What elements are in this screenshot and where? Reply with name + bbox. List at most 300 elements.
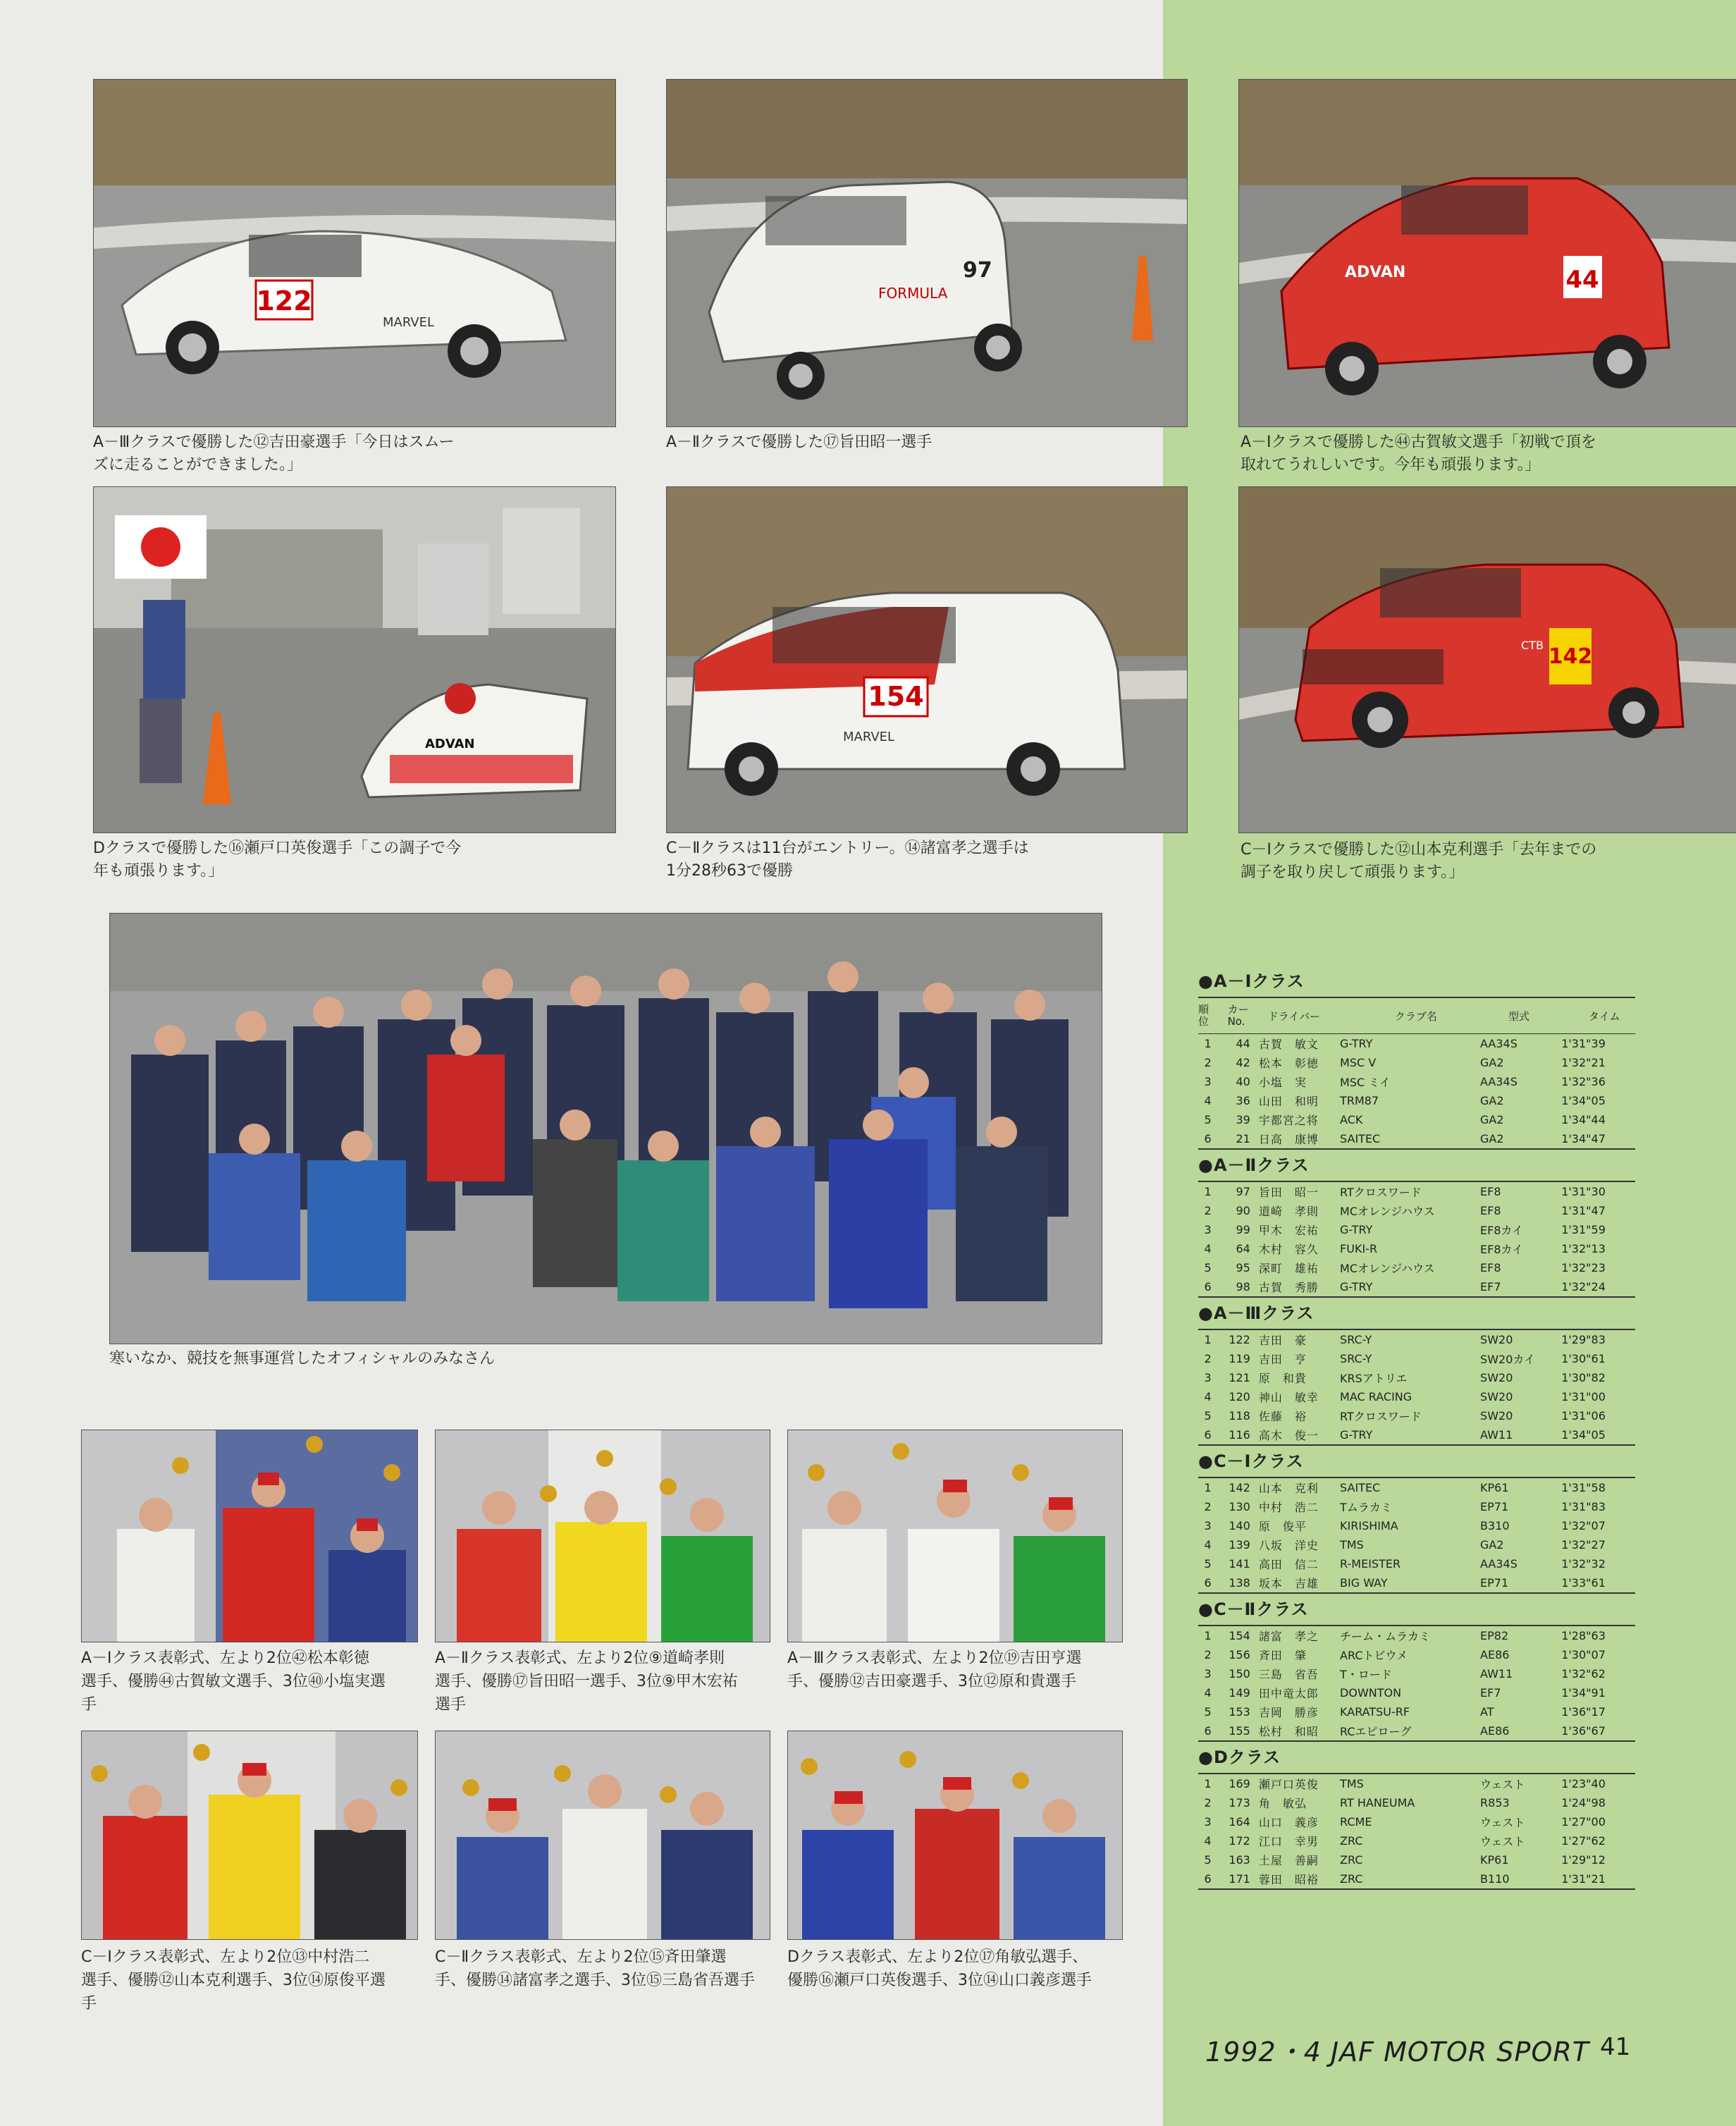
rank-cell: 6: [1198, 1573, 1217, 1593]
club-cell: RCME: [1340, 1815, 1372, 1829]
photo-c1-winner: [1238, 486, 1736, 833]
rank-cell: 3: [1204, 1075, 1212, 1088]
rank-cell: 1: [1204, 1333, 1212, 1346]
photo-a1-winner: [1238, 79, 1736, 427]
club-cell: G-TRY: [1340, 1277, 1480, 1297]
header-driver: [1261, 1009, 1388, 1024]
club-cell: DOWNTON: [1340, 1686, 1402, 1700]
table-row: [1198, 1277, 1635, 1297]
time-cell: 1'31"06: [1561, 1409, 1606, 1423]
table-row: [1198, 1072, 1635, 1091]
time-cell: 1'34"44: [1561, 1113, 1606, 1126]
car-no-cell: 141: [1229, 1557, 1250, 1571]
club-cell: TMS: [1340, 1538, 1364, 1552]
car-number-text: 154: [868, 681, 924, 712]
table-row: [1198, 1201, 1635, 1220]
driver-cell: 蓉田 昭裕: [1259, 1869, 1340, 1889]
driver-cell: 松本 彰徳: [1258, 1057, 1319, 1070]
results-table: [1198, 1477, 1635, 1594]
sponsor-text: FORMULA: [878, 285, 948, 302]
car-no-cell: 64: [1236, 1242, 1250, 1255]
model-cell: SW20カイ: [1480, 1353, 1535, 1366]
rank-cell: 4: [1204, 1686, 1212, 1700]
car-no-cell: 118: [1229, 1409, 1250, 1423]
time-cell: 1'32"13: [1561, 1242, 1606, 1255]
model-cell: GA2: [1480, 1056, 1504, 1069]
results-table: [1198, 1329, 1635, 1446]
time-cell: 1'31"00: [1561, 1390, 1606, 1403]
car-no-cell: 164: [1229, 1815, 1250, 1829]
time-cell: 1'23"40: [1561, 1777, 1606, 1790]
driver-cell: 古賀 敏文: [1258, 1038, 1319, 1051]
club-cell: MCオレンジハウス: [1340, 1262, 1435, 1275]
club-cell: SAITEC: [1340, 1129, 1480, 1149]
rank-cell: 2: [1204, 1648, 1212, 1661]
table-row: [1198, 1683, 1635, 1702]
car-no-cell: 42: [1236, 1056, 1250, 1069]
model-cell: B110: [1480, 1869, 1561, 1889]
model-cell: SW20: [1480, 1409, 1513, 1423]
rank-cell: 3: [1204, 1667, 1212, 1680]
table-row: [1198, 1034, 1635, 1053]
table-row: [1198, 1387, 1635, 1406]
time-cell: 1'29"83: [1561, 1333, 1606, 1346]
driver-cell: 深町 雄祐: [1258, 1262, 1319, 1275]
table-row: [1198, 1535, 1635, 1554]
model-cell: AA34S: [1480, 1075, 1518, 1088]
table-row: [1198, 1129, 1635, 1149]
driver-cell: 佐藤 裕: [1258, 1410, 1307, 1423]
club-cell: ACK: [1340, 1113, 1363, 1126]
car-no-cell: 154: [1229, 1629, 1250, 1642]
car-no-cell: 98: [1217, 1277, 1259, 1297]
table-row: [1198, 1406, 1635, 1425]
header-model: [1501, 1009, 1582, 1024]
caption-photo-6: C－Ⅰクラスで優勝した⑫山本克利選手「去年までの 調子を取り戻して頑張ります。」: [1241, 841, 1597, 881]
model-cell: ウェスト: [1480, 1816, 1525, 1829]
time-cell: 1'27"62: [1561, 1834, 1606, 1848]
table-row: [1198, 1869, 1635, 1889]
rank-cell: 1: [1204, 1185, 1212, 1198]
time-cell: 1'30"82: [1561, 1371, 1606, 1384]
club-cell: ZRC: [1340, 1834, 1363, 1848]
driver-cell: 小塩 実: [1258, 1076, 1307, 1089]
caption-podium-a2: A－Ⅱクラス表彰式、左より2位⑨道崎孝則 選手、優勝⑰旨田昭一選手、3位⑨甲木宏祐 選手: [435, 1649, 738, 1714]
club-cell: ZRC: [1340, 1869, 1480, 1889]
club-cell: KIRISHIMA: [1340, 1519, 1398, 1532]
rank-cell: 5: [1204, 1557, 1212, 1571]
driver-cell: 山口 義彦: [1258, 1816, 1319, 1829]
rank-cell: 2: [1204, 1056, 1212, 1069]
model-cell: EP82: [1480, 1629, 1509, 1642]
model-cell: AW11: [1480, 1667, 1513, 1680]
table-row: [1198, 1554, 1635, 1573]
class-title: ●A－Ⅲクラス: [1198, 1303, 1315, 1323]
rank-cell: 4: [1204, 1390, 1212, 1403]
table-row: [1198, 1349, 1635, 1368]
rank-cell: 6: [1198, 1425, 1217, 1445]
table-row: [1198, 1626, 1635, 1645]
car-no-cell: 99: [1236, 1223, 1250, 1236]
caption-podium-c1: C－Ⅰクラス表彰式、左より2位⑬中村浩二 選手、優勝⑫山本克利選手、3位⑭原俊平選 手: [81, 1948, 386, 2013]
class-title: ●C－Ⅰクラス: [1198, 1451, 1304, 1471]
club-cell: RCエピローグ: [1340, 1721, 1480, 1741]
caption-group-photo: 寒いなか、競技を無事運営したオフィシャルのみなさん: [109, 1350, 495, 1368]
time-cell: 1'32"23: [1561, 1261, 1606, 1274]
driver-cell: 甲木 宏祐: [1258, 1224, 1319, 1237]
model-cell: GA2: [1480, 1094, 1504, 1107]
rank-cell: 3: [1204, 1223, 1212, 1236]
table-row: [1198, 1664, 1635, 1683]
driver-cell: 古賀 秀勝: [1259, 1277, 1340, 1297]
model-cell: AW11: [1480, 1425, 1561, 1445]
table-row: [1198, 1812, 1635, 1831]
time-cell: 1'32"32: [1561, 1557, 1606, 1571]
rank-cell: 1: [1204, 1481, 1212, 1494]
time-cell: 1'31"58: [1561, 1481, 1606, 1494]
car-no-cell: 39: [1236, 1113, 1250, 1126]
time-cell: 1'31"21: [1561, 1869, 1635, 1889]
model-cell: R853: [1480, 1796, 1510, 1809]
driver-cell: 旨田 昭一: [1258, 1186, 1319, 1199]
time-cell: 1'31"59: [1561, 1223, 1606, 1236]
time-cell: 1'32"62: [1561, 1667, 1606, 1680]
club-cell: KRSアトリエ: [1340, 1372, 1408, 1385]
header-car-no-text: No.: [1227, 1015, 1245, 1028]
table-row: [1198, 1425, 1635, 1445]
table-row: [1198, 1702, 1635, 1721]
driver-cell: 八坂 洋史: [1258, 1539, 1319, 1552]
model-cell: EF8カイ: [1480, 1224, 1524, 1237]
table-row: [1198, 1573, 1635, 1593]
club-cell: RTクロスワード: [1340, 1410, 1422, 1423]
car-no-cell: 139: [1229, 1538, 1250, 1552]
driver-cell: 木村 容久: [1258, 1243, 1319, 1256]
table-row: [1198, 1053, 1635, 1072]
driver-cell: 諸富 孝之: [1258, 1630, 1319, 1643]
driver-cell: 原 和貴: [1258, 1372, 1307, 1385]
club-cell: G-TRY: [1340, 1037, 1373, 1050]
club-cell: MSC ミイ: [1340, 1076, 1391, 1089]
car-no-cell: 44: [1236, 1037, 1250, 1050]
caption-photo-2: A－Ⅱクラスで優勝した⑰旨田昭一選手: [666, 434, 932, 451]
results-table: [1198, 1773, 1635, 1890]
table-row: [1198, 1477, 1635, 1497]
driver-cell: 田中竜太郎: [1258, 1687, 1319, 1700]
car-no-cell: 153: [1229, 1705, 1250, 1719]
header-driver-text: ドライバー: [1267, 1009, 1321, 1023]
car-no-cell: 119: [1229, 1352, 1250, 1365]
club-cell: Tムラカミ: [1340, 1501, 1392, 1514]
model-cell: AA34S: [1480, 1037, 1518, 1050]
club-cell: ZRC: [1340, 1853, 1363, 1867]
header-rank-text: 順: [1198, 1003, 1209, 1016]
rank-cell: 5: [1204, 1409, 1212, 1423]
model-cell: EP71: [1480, 1500, 1509, 1513]
rank-cell: 5: [1204, 1261, 1212, 1274]
rank-cell: 5: [1204, 1853, 1212, 1867]
club-cell: FUKI-R: [1340, 1242, 1378, 1255]
car-no-cell: 138: [1217, 1573, 1259, 1593]
rank-cell: 6: [1198, 1129, 1217, 1149]
car-no-cell: 97: [1236, 1185, 1250, 1198]
car-no-cell: 116: [1217, 1425, 1259, 1445]
club-cell: T・ロード: [1340, 1668, 1392, 1681]
time-cell: 1'27"00: [1561, 1815, 1606, 1829]
car-no-cell: 140: [1229, 1519, 1250, 1532]
magazine-footer: 1992・4 JAF MOTOR SPORT: [1205, 2036, 1589, 2067]
time-cell: 1'31"39: [1561, 1037, 1606, 1050]
driver-cell: 宇都宮之将: [1258, 1114, 1319, 1127]
model-cell: ウェスト: [1480, 1778, 1525, 1791]
table-row: [1198, 1181, 1635, 1201]
table-row: [1198, 1850, 1635, 1869]
club-cell: G-TRY: [1340, 1223, 1373, 1236]
driver-cell: 神山 敏幸: [1258, 1391, 1319, 1404]
driver-cell: 原 俊平: [1258, 1520, 1307, 1533]
rank-cell: 4: [1204, 1242, 1212, 1255]
time-cell: 1'32"27: [1561, 1538, 1606, 1552]
car-no-cell: 150: [1229, 1667, 1250, 1680]
car-number-text: 44: [1565, 266, 1599, 294]
sponsor-text: CTB: [1521, 639, 1544, 652]
car-no-cell: 95: [1236, 1261, 1250, 1274]
rank-cell: 6: [1198, 1869, 1217, 1889]
model-cell: SW20: [1480, 1390, 1513, 1403]
time-cell: 1'34"05: [1561, 1425, 1635, 1445]
photo-c2-winner: [666, 486, 1188, 833]
driver-cell: 土屋 善嗣: [1258, 1854, 1319, 1867]
results-table: [1198, 1034, 1635, 1150]
car-no-cell: 172: [1229, 1834, 1250, 1848]
photo-podium-a3: [787, 1430, 1123, 1642]
club-cell: SRC-Y: [1340, 1333, 1372, 1346]
car-no-cell: 173: [1229, 1796, 1250, 1809]
club-cell: SAITEC: [1340, 1481, 1381, 1494]
driver-cell: 山田 和明: [1258, 1095, 1319, 1108]
car-no-cell: 155: [1217, 1721, 1259, 1741]
photo-podium-c2: [435, 1731, 770, 1940]
model-cell: AA34S: [1480, 1557, 1518, 1571]
header-car-no-text: カー: [1227, 1003, 1249, 1016]
table-row: [1198, 1110, 1635, 1129]
club-cell: MAC RACING: [1340, 1390, 1412, 1403]
caption-photo-1: A－Ⅲクラスで優勝した⑫吉田豪選手「今日はスムー ズに走ることができました。」: [93, 434, 455, 474]
rank-cell: 5: [1204, 1113, 1212, 1126]
class-title: ●Dクラス: [1198, 1747, 1281, 1767]
time-cell: 1'34"05: [1561, 1094, 1606, 1107]
rank-cell: 2: [1204, 1500, 1212, 1513]
model-cell: EF8カイ: [1480, 1243, 1524, 1256]
club-cell: RT HANEUMA: [1340, 1796, 1415, 1809]
club-cell: KARATSU-RF: [1340, 1705, 1410, 1719]
table-row: [1198, 1497, 1635, 1516]
table-row: [1198, 1368, 1635, 1387]
time-cell: 1'29"12: [1561, 1853, 1606, 1867]
rank-cell: 4: [1204, 1834, 1212, 1848]
time-cell: 1'31"30: [1561, 1185, 1606, 1198]
model-cell: EF8: [1480, 1204, 1501, 1217]
time-cell: 1'31"83: [1561, 1500, 1606, 1513]
model-cell: AT: [1480, 1705, 1494, 1719]
club-cell: チーム・ムラカミ: [1340, 1630, 1431, 1643]
table-row: [1198, 1329, 1635, 1349]
model-cell: KP61: [1480, 1481, 1509, 1494]
caption-podium-d: Dクラス表彰式、左より2位⑰角敏弘選手、 優勝⑯瀬戸口英俊選手、3位⑭山口義彦選手: [787, 1948, 1092, 1989]
caption-photo-4: Dクラスで優勝した⑯瀬戸口英俊選手「この調子で今 年も頑張ります。」: [93, 840, 462, 880]
driver-cell: 松村 和昭: [1259, 1721, 1340, 1741]
model-cell: EF7: [1480, 1277, 1561, 1297]
photo-podium-c1: [81, 1731, 418, 1940]
class-title: ●A－Ⅰクラス: [1198, 971, 1305, 991]
model-cell: EF8: [1480, 1185, 1501, 1198]
driver-cell: 江口 幸男: [1258, 1835, 1319, 1848]
table-row: [1198, 1516, 1635, 1535]
rank-cell: 2: [1204, 1352, 1212, 1365]
photo-a2-winner: [666, 79, 1188, 427]
header-model-text: 型式: [1508, 1009, 1529, 1023]
driver-cell: 道崎 孝則: [1258, 1205, 1319, 1218]
car-no-cell: 90: [1236, 1204, 1250, 1217]
rank-cell: 4: [1204, 1538, 1212, 1552]
club-cell: RTクロスワード: [1340, 1186, 1422, 1199]
time-cell: 1'30"07: [1561, 1648, 1606, 1661]
header-rank: [1198, 1004, 1228, 1028]
driver-cell: 瀬戸口英俊: [1258, 1778, 1319, 1791]
driver-cell: 吉田 豪: [1258, 1334, 1307, 1347]
model-cell: EF7: [1480, 1686, 1501, 1700]
driver-cell: 斉田 肇: [1258, 1649, 1307, 1662]
header-car-no: [1228, 1004, 1261, 1028]
time-cell: 1'36"17: [1561, 1705, 1606, 1719]
results-header: [1198, 997, 1635, 1034]
class-title: ●A－Ⅱクラス: [1198, 1155, 1310, 1175]
rank-cell: 3: [1204, 1519, 1212, 1532]
driver-cell: 高田 信二: [1258, 1558, 1319, 1571]
club-cell: G-TRY: [1340, 1425, 1480, 1445]
header-club: [1388, 1009, 1501, 1024]
club-cell: ARCトビウメ: [1340, 1649, 1408, 1662]
rank-cell: 5: [1204, 1705, 1212, 1719]
model-cell: SW20: [1480, 1333, 1513, 1346]
header-time-text: タイム: [1588, 1009, 1620, 1023]
table-row: [1198, 1645, 1635, 1664]
car-number-text: 97: [963, 258, 992, 283]
rank-cell: 3: [1204, 1815, 1212, 1829]
time-cell: 1'32"24: [1561, 1277, 1635, 1297]
rank-cell: 1: [1204, 1629, 1212, 1642]
car-no-cell: 149: [1229, 1686, 1250, 1700]
rank-cell: 1: [1204, 1037, 1212, 1050]
results-table: [1198, 1181, 1635, 1298]
table-row: [1198, 1793, 1635, 1812]
photo-podium-a2: [435, 1430, 770, 1642]
table-row: [1198, 1220, 1635, 1239]
driver-cell: 吉岡 勝彦: [1258, 1706, 1319, 1719]
club-cell: SRC-Y: [1340, 1352, 1372, 1365]
page-number: 41: [1600, 2033, 1631, 2061]
driver-cell: 日高 康博: [1259, 1129, 1340, 1149]
time-cell: 1'32"07: [1561, 1519, 1606, 1532]
car-number-text: 122: [256, 285, 312, 317]
results-tables: [1198, 966, 1635, 1890]
model-cell: GA2: [1480, 1129, 1561, 1149]
group-photo-officials: [109, 913, 1102, 1344]
model-cell: EP71: [1480, 1573, 1561, 1593]
club-cell: TRM87: [1340, 1094, 1379, 1107]
model-cell: GA2: [1480, 1538, 1504, 1552]
car-no-cell: 40: [1236, 1075, 1250, 1088]
driver-cell: 山本 克利: [1258, 1482, 1319, 1495]
rank-cell: 1: [1204, 1777, 1212, 1790]
club-cell: R-MEISTER: [1340, 1557, 1401, 1571]
table-row: [1198, 1258, 1635, 1277]
time-cell: 1'36"67: [1561, 1721, 1635, 1741]
driver-cell: 坂本 吉雄: [1259, 1573, 1340, 1593]
time-cell: 1'34"47: [1561, 1129, 1635, 1149]
time-cell: 1'24"98: [1561, 1796, 1606, 1809]
caption-podium-a1: A－Ⅰクラス表彰式、左より2位㊷松本彰徳 選手、優勝㊹古賀敏文選手、3位㊵小塩実選 手: [81, 1649, 386, 1714]
rank-cell: 2: [1204, 1796, 1212, 1809]
header-rank-text: 位: [1198, 1015, 1209, 1028]
car-no-cell: 122: [1229, 1333, 1250, 1346]
club-cell: MSC V: [1340, 1056, 1377, 1069]
model-cell: AE86: [1480, 1648, 1510, 1661]
car-no-cell: 142: [1229, 1481, 1250, 1494]
model-cell: AE86: [1480, 1721, 1561, 1741]
time-cell: 1'30"61: [1561, 1352, 1606, 1365]
photo-a3-winner: [93, 79, 616, 427]
model-cell: SW20: [1480, 1371, 1513, 1384]
driver-cell: 角 敏弘: [1258, 1797, 1307, 1810]
caption-podium-c2: C－Ⅱクラス表彰式、左より2位⑮斉田肇選 手、優勝⑭諸富孝之選手、3位⑮三島省吾選手: [435, 1948, 755, 1989]
table-row: [1198, 1239, 1635, 1258]
table-row: [1198, 1831, 1635, 1850]
photo-podium-d: [787, 1731, 1123, 1940]
sponsor-text: ADVAN: [425, 737, 475, 751]
car-no-cell: 171: [1217, 1869, 1259, 1889]
caption-photo-5: C－Ⅱクラスは11台がエントリー。⑭諸富孝之選手は 1分28秒63で優勝: [666, 840, 1029, 880]
sponsor-text: MARVEL: [843, 730, 895, 744]
photo-podium-a1: [81, 1430, 418, 1642]
model-cell: KP61: [1480, 1853, 1509, 1867]
time-cell: 1'31"47: [1561, 1204, 1606, 1217]
table-row: [1198, 1091, 1635, 1110]
club-cell: MCオレンジハウス: [1340, 1205, 1435, 1218]
car-no-cell: 121: [1229, 1371, 1250, 1384]
car-no-cell: 36: [1236, 1094, 1250, 1107]
car-no-cell: 156: [1229, 1648, 1250, 1661]
car-no-cell: 21: [1217, 1129, 1259, 1149]
time-cell: 1'34"91: [1561, 1686, 1606, 1700]
sponsor-text: ADVAN: [1345, 264, 1406, 281]
rank-cell: 2: [1204, 1204, 1212, 1217]
driver-cell: 吉田 亨: [1258, 1353, 1307, 1366]
club-cell: BIG WAY: [1340, 1573, 1480, 1593]
car-no-cell: 120: [1229, 1390, 1250, 1403]
time-cell: 1'32"36: [1561, 1075, 1606, 1088]
driver-cell: 高木 俊一: [1259, 1425, 1340, 1445]
sponsor-text: MARVEL: [383, 315, 435, 330]
photo-d-winner: [93, 486, 616, 833]
rank-cell: 6: [1198, 1277, 1217, 1297]
class-title: ●C－Ⅱクラス: [1198, 1599, 1309, 1619]
model-cell: GA2: [1480, 1113, 1504, 1126]
results-table: [1198, 1625, 1635, 1742]
model-cell: B310: [1480, 1519, 1510, 1532]
model-cell: ウェスト: [1480, 1835, 1525, 1848]
car-no-cell: 169: [1229, 1777, 1250, 1790]
